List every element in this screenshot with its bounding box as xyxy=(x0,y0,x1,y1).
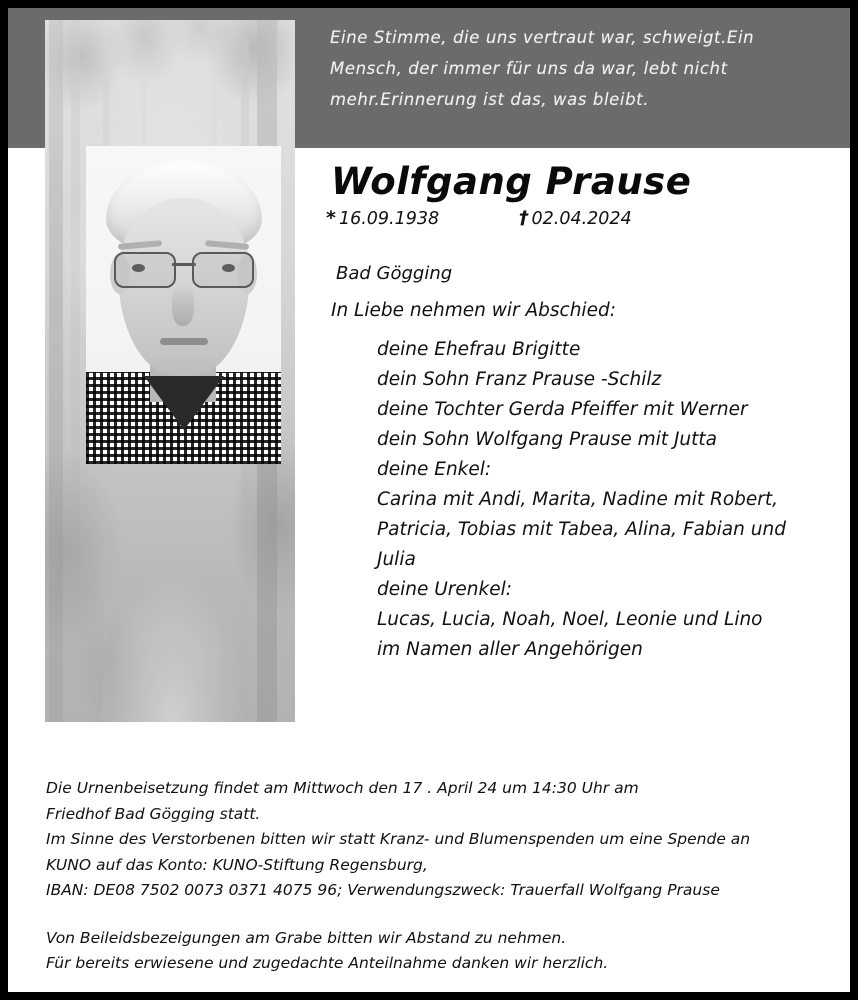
eyeglasses xyxy=(114,252,254,286)
epitaph-verse xyxy=(330,22,800,115)
list-item: Carina mit Andi, Marita, Nadine mit Robert, xyxy=(377,489,779,510)
list-item: deine Ehefrau Brigitte xyxy=(377,339,581,360)
closing-line: Von Beileidsbezeigungen am Grabe bitten wir Abstand zu nehmen. xyxy=(46,928,567,947)
main-text-column xyxy=(321,160,841,665)
death-date-group xyxy=(519,207,632,229)
town-name: Bad Gögging xyxy=(336,263,453,284)
photo-column xyxy=(45,20,295,722)
list-item: deine Enkel: xyxy=(377,459,492,480)
death-cross-icon: † xyxy=(519,207,529,229)
deceased-name: Wolfgang Prause xyxy=(331,160,692,203)
closing-line: Für bereits erwiesene und zugedachte Anteilnahme danken wir herzlich. xyxy=(46,954,609,972)
list-item: deine Urenkel: xyxy=(377,579,512,600)
shirt-collar xyxy=(144,376,224,430)
mouth xyxy=(160,338,208,345)
list-item: Patricia, Tobias mit Tabea, Alina, Fabian und xyxy=(377,519,786,540)
donation-line: KUNO auf das Konto: KUNO-Stiftung Regensburg, xyxy=(46,855,428,874)
list-item: Lucas, Lucia, Noah, Noel, Leonie und Lino xyxy=(377,609,763,630)
birth-star-icon: * xyxy=(326,207,336,229)
lens-right xyxy=(192,252,254,288)
death-date: 02.04.2024 xyxy=(531,209,632,229)
obituary-page xyxy=(8,8,850,992)
funeral-line: Die Urnenbeisetzung findet am Mittwoch den 17 . April 24 um 14:30 Uhr am xyxy=(46,779,639,797)
life-dates xyxy=(321,207,841,237)
birth-date: 16.09.1938 xyxy=(338,209,440,229)
epitaph-line: Mensch, der immer für uns da war, lebt nicht xyxy=(330,59,728,78)
farewell-lead: In Liebe nehmen wir Abschied: xyxy=(331,300,616,321)
spacer xyxy=(46,904,822,926)
epitaph-line: Eine Stimme, die uns vertraut war, schweigt.Ein xyxy=(330,28,755,47)
donation-iban-line: IBAN: DE08 7502 0073 0371 4075 96; Verwendungszweck: Trauerfall Wolfgang Prause xyxy=(46,881,720,899)
funeral-line: Friedhof Bad Gögging statt. xyxy=(46,804,261,823)
donation-line: Im Sinne des Verstorbenen bitten wir statt Kranz- und Blumenspenden um eine Spende an xyxy=(46,830,751,848)
mourner-list xyxy=(337,335,841,665)
list-item: im Namen aller Angehörigen xyxy=(377,639,643,660)
list-item: dein Sohn Wolfgang Prause mit Jutta xyxy=(377,429,718,450)
list-item: dein Sohn Franz Prause -Schilz xyxy=(377,369,662,390)
epitaph-line: mehr.Erinnerung ist das, was bleibt. xyxy=(330,90,650,109)
arrangements-block xyxy=(46,776,822,977)
list-item: deine Tochter Gerda Pfeiffer mit Werner xyxy=(377,399,748,420)
birth-date-group xyxy=(326,207,439,229)
forest-path xyxy=(90,442,255,722)
portrait-photo xyxy=(86,146,281,464)
list-item: Julia xyxy=(377,549,416,570)
nose xyxy=(172,284,194,326)
lens-left xyxy=(114,252,176,288)
